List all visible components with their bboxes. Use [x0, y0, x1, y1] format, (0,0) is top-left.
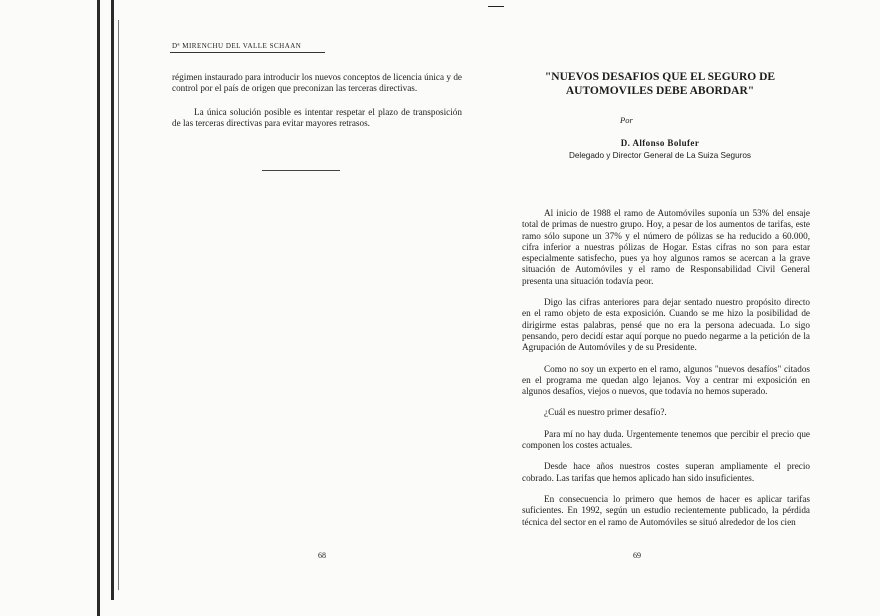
paragraph: Al inicio de 1988 el ramo de Automóviles suponía un 53% del ensaje total de primas de nuestro grupo. Hoy, a pesar de los aumentos de tarifas, este ramo sólo supone un 37% y el número de pólizas se ha reducido a 60.000, cifra inferior a nuestras pólizas de Hogar. Estas cifras no son para estar especialmente satisfecho, pues ya hoy algunos ramos se acercan a la grave situación de Automóviles y el ramo de Responsabilidad Civil General presenta una situación todavía peor.: [522, 208, 810, 286]
binding-edge: [111, 0, 114, 600]
paragraph: Desde hace años nuestros costes superan ampliamente el precio cobrado. Las tarifas que hemos aplicado han sido insuficientes.: [522, 461, 810, 483]
article-title: "NUEVOS DESAFIOS QUE EL SEGURO DE AUTOMOVILES DEBE ABORDAR": [544, 71, 776, 97]
paragraph: ¿Cuál es nuestro primer desafío?.: [544, 407, 667, 418]
running-header: Dª MIRENCHU DEL VALLE SCHAAN: [172, 42, 302, 50]
paragraph: Como no soy un experto en el ramo, algunos "nuevos desafíos" citados en el programa me quedan algo lejanos. Voy a centrar mi exposición en algunos desafíos, viejos o nuevos, que todavía no hemos superado.: [522, 363, 810, 397]
paragraph: Para mí no hay duda. Urgentemente tenemos que percibir el precio que componen los costes actuales.: [522, 428, 810, 451]
binding-shadow: [118, 20, 119, 590]
left-body: [172, 72, 462, 129]
page-number: 69: [633, 551, 641, 560]
header-rule: [170, 52, 325, 53]
crop-mark: [488, 6, 504, 7]
paragraph: En consecuencia lo primero que hemos de hacer es aplicar tarifas suficientes. En 1992, según un estudio recientemente publicado, la pérdida técnica del sector en el ramo de Automóviles se situó alrededor de los cien: [522, 493, 810, 527]
page-number: 68: [318, 551, 326, 560]
paragraph: La única solución posible es intentar respetar el plazo de transposición de las terceras directivas para evitar mayores retrasos.: [172, 106, 462, 128]
paragraph: régimen instaurado para introducir los nuevos conceptos de licencia única y de control por el país de origen que preconizan las terceras directivas.: [172, 72, 462, 94]
author-name: D. Alfonso Bolufer: [620, 138, 700, 148]
section-divider: [262, 170, 340, 171]
author-role: Delegado y Director General de La Suiza Seguros: [568, 151, 752, 160]
by-line: Por: [620, 115, 633, 125]
right-body: [522, 208, 810, 528]
paragraph: Digo las cifras anteriores para dejar sentado nuestro propósito directo en el ramo objeto de esta exposición. Cuando se me hizo la posibilidad de dirigirme estas palabras, pensé que no era la persona adecuada. Lo sigo pensando, pero decidí estar aquí porque no puedo negarme a la petición de la Agrupación de Automóviles y de su Presidente.: [522, 297, 810, 353]
binding-edge-outer: [97, 0, 100, 616]
